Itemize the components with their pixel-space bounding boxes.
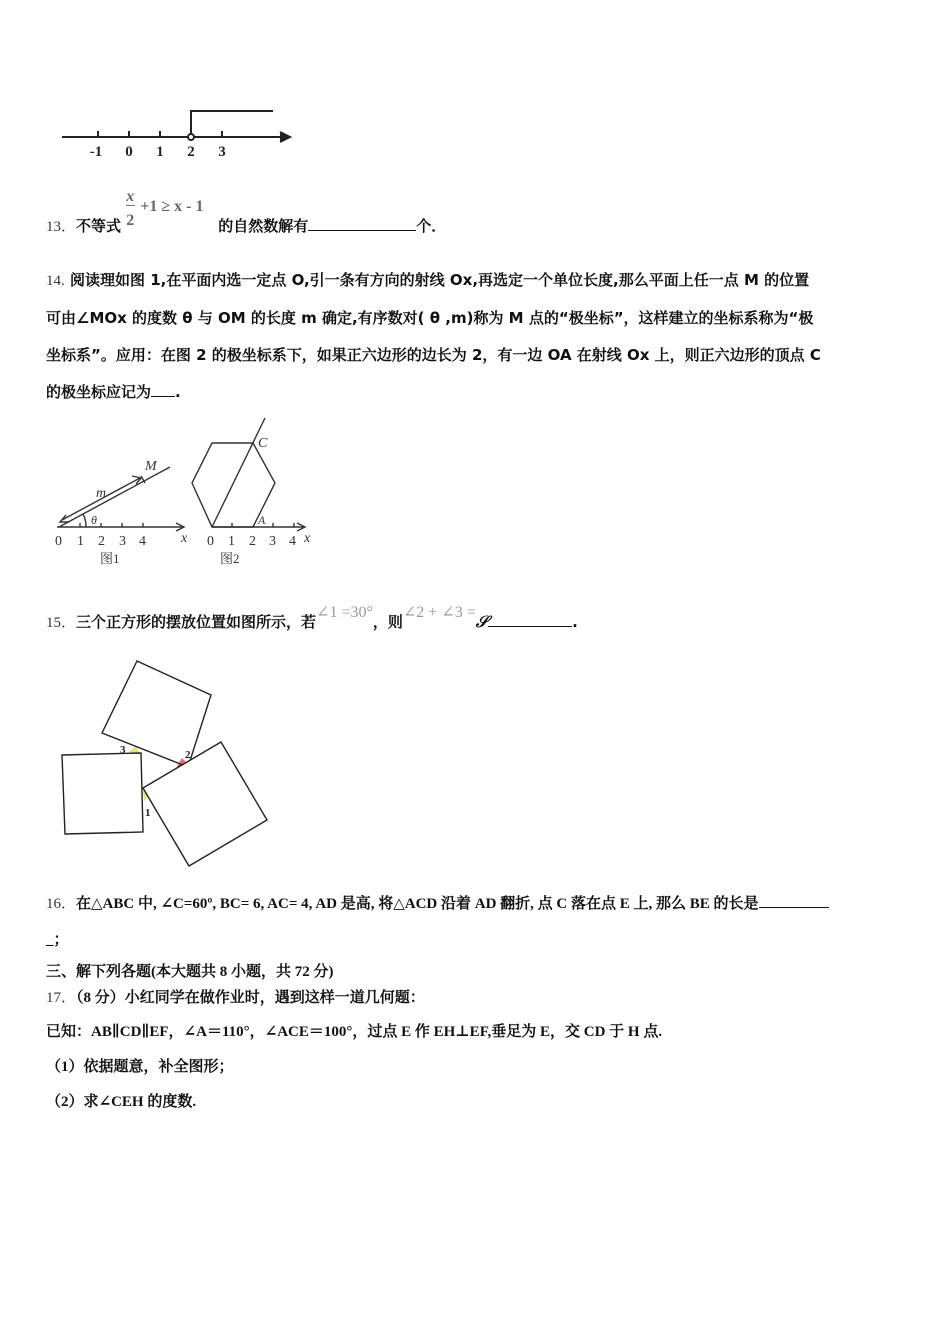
question-number: 17． (46, 990, 77, 1006)
number-line-figure (62, 111, 290, 142)
tick-label: 0 (207, 534, 214, 549)
tick-label: -1 (89, 144, 103, 160)
fraction-bar (126, 205, 135, 206)
tick-label: 2 (98, 534, 105, 549)
tick-label: 1 (228, 534, 235, 549)
angle-label: 1 (145, 807, 151, 819)
tick-label: 3 (269, 534, 276, 549)
question-17-given: 已知：AB∥CD∥EF，∠A＝110°，∠ACE＝100°，过点 E 作 EH⊥EF,垂足为 E，交 CD 于 H 点. (46, 1024, 663, 1040)
question-number: 16． (46, 896, 77, 912)
question-17 (46, 988, 425, 1008)
question-number: 15． (46, 615, 77, 631)
answer-blank[interactable] (488, 612, 572, 627)
question-text: （8 分）小红同学在做作业时，遇到这样一道几何题： (76, 990, 425, 1006)
axis-label: x (181, 531, 188, 546)
question-text: . (572, 613, 578, 631)
answer-expr: ∠2 + ∠3 = (402, 604, 476, 621)
question-14-line-4 (46, 382, 181, 402)
question-text: 在△ABC 中, ∠C=60º, BC= 6, AC= 4, AD 是高, 将△ACD 沿着 AD 翻折, 点 C 落在点 E 上, 那么 BE 的长是 (76, 896, 759, 912)
tick-label: 2 (187, 144, 195, 160)
section-heading: 三、解下列各题(本大题共 8 小题，共 72 分) (46, 964, 334, 980)
tick-label: 4 (139, 534, 146, 549)
tick-label: 3 (119, 534, 126, 549)
tick-label: 4 (289, 534, 296, 549)
answer-blank[interactable] (151, 382, 175, 397)
tick-label: 1 (77, 534, 84, 549)
figure-caption: 图1 (100, 551, 120, 566)
question-17-part-2: （2）求∠CEH 的度数. (46, 1094, 197, 1110)
square-left (62, 753, 143, 834)
question-16 (46, 893, 829, 914)
question-text: 不等式 (76, 217, 122, 235)
point-label-a: A (258, 513, 266, 527)
question-number: 13． (46, 219, 77, 235)
question-text: 阅读理如图 1,在平面内选一定点 O,引一条有方向的射线 Ox,再选定一个单位长度,那么平面上任一点 M 的位置 (69, 271, 810, 289)
question-16-end: _； (46, 932, 69, 948)
tick-label: 0 (125, 144, 133, 160)
question-14-line-1 (46, 270, 809, 291)
fraction-denominator: 2 (126, 212, 135, 229)
point-label-c: C (258, 436, 268, 451)
length-label: m (96, 486, 107, 501)
axis-label: x (304, 531, 311, 546)
question-text: 个． (416, 217, 447, 235)
polar-figure-1 (57, 467, 184, 531)
polar-figure-2-labels (207, 436, 311, 566)
tick-label: 0 (55, 534, 62, 549)
tick-label: 3 (218, 144, 226, 160)
square-top (102, 661, 211, 767)
question-text: . (175, 383, 181, 401)
question-text: 的自然数解有 (218, 217, 309, 235)
point-label-m: M (145, 459, 157, 474)
square-right (143, 742, 267, 866)
answer-blank[interactable] (308, 216, 416, 231)
squares-figure (62, 661, 267, 866)
question-text: ，则 (372, 613, 403, 631)
question-14-line-2: 可由∠MOx 的度数 θ 与 OM 的长度 m 确定,有序数对( θ ,m)称为 M 点的“极坐标”，这样建立的坐标系称为“极 (46, 309, 814, 327)
question-text: 三个正方形的摆放位置如图所示，若 (76, 613, 317, 631)
figure-caption: 图2 (220, 551, 240, 566)
inequality (126, 188, 218, 231)
tick-label: 1 (156, 144, 164, 160)
inequality-rhs: +1 ≥ x - 1 (140, 198, 204, 215)
polar-figure-2 (192, 418, 305, 531)
question-17-part-1: （1）依据题意，补全图形； (46, 1059, 234, 1075)
question-15 (46, 604, 578, 633)
condition-expr: ∠1 =30° (316, 604, 373, 621)
fraction-numerator: x (126, 188, 135, 205)
angle-label: 3 (120, 744, 126, 756)
angle-label: 2 (185, 749, 191, 761)
question-13 (46, 188, 447, 237)
angle-label: θ (91, 513, 97, 527)
scribble-icon: 𝒮 (475, 612, 489, 631)
tick-label: 2 (249, 534, 256, 549)
answer-blank[interactable] (759, 893, 829, 908)
question-number: 14. (46, 273, 65, 289)
question-14-line-3: 坐标系”。应用：在图 2 的极坐标系下，如果正六边形的边长为 2，有一边 OA 在射线 Ox 上，则正六边形的顶点 C (46, 346, 821, 364)
question-text: 的极坐标应记为 (46, 383, 152, 401)
